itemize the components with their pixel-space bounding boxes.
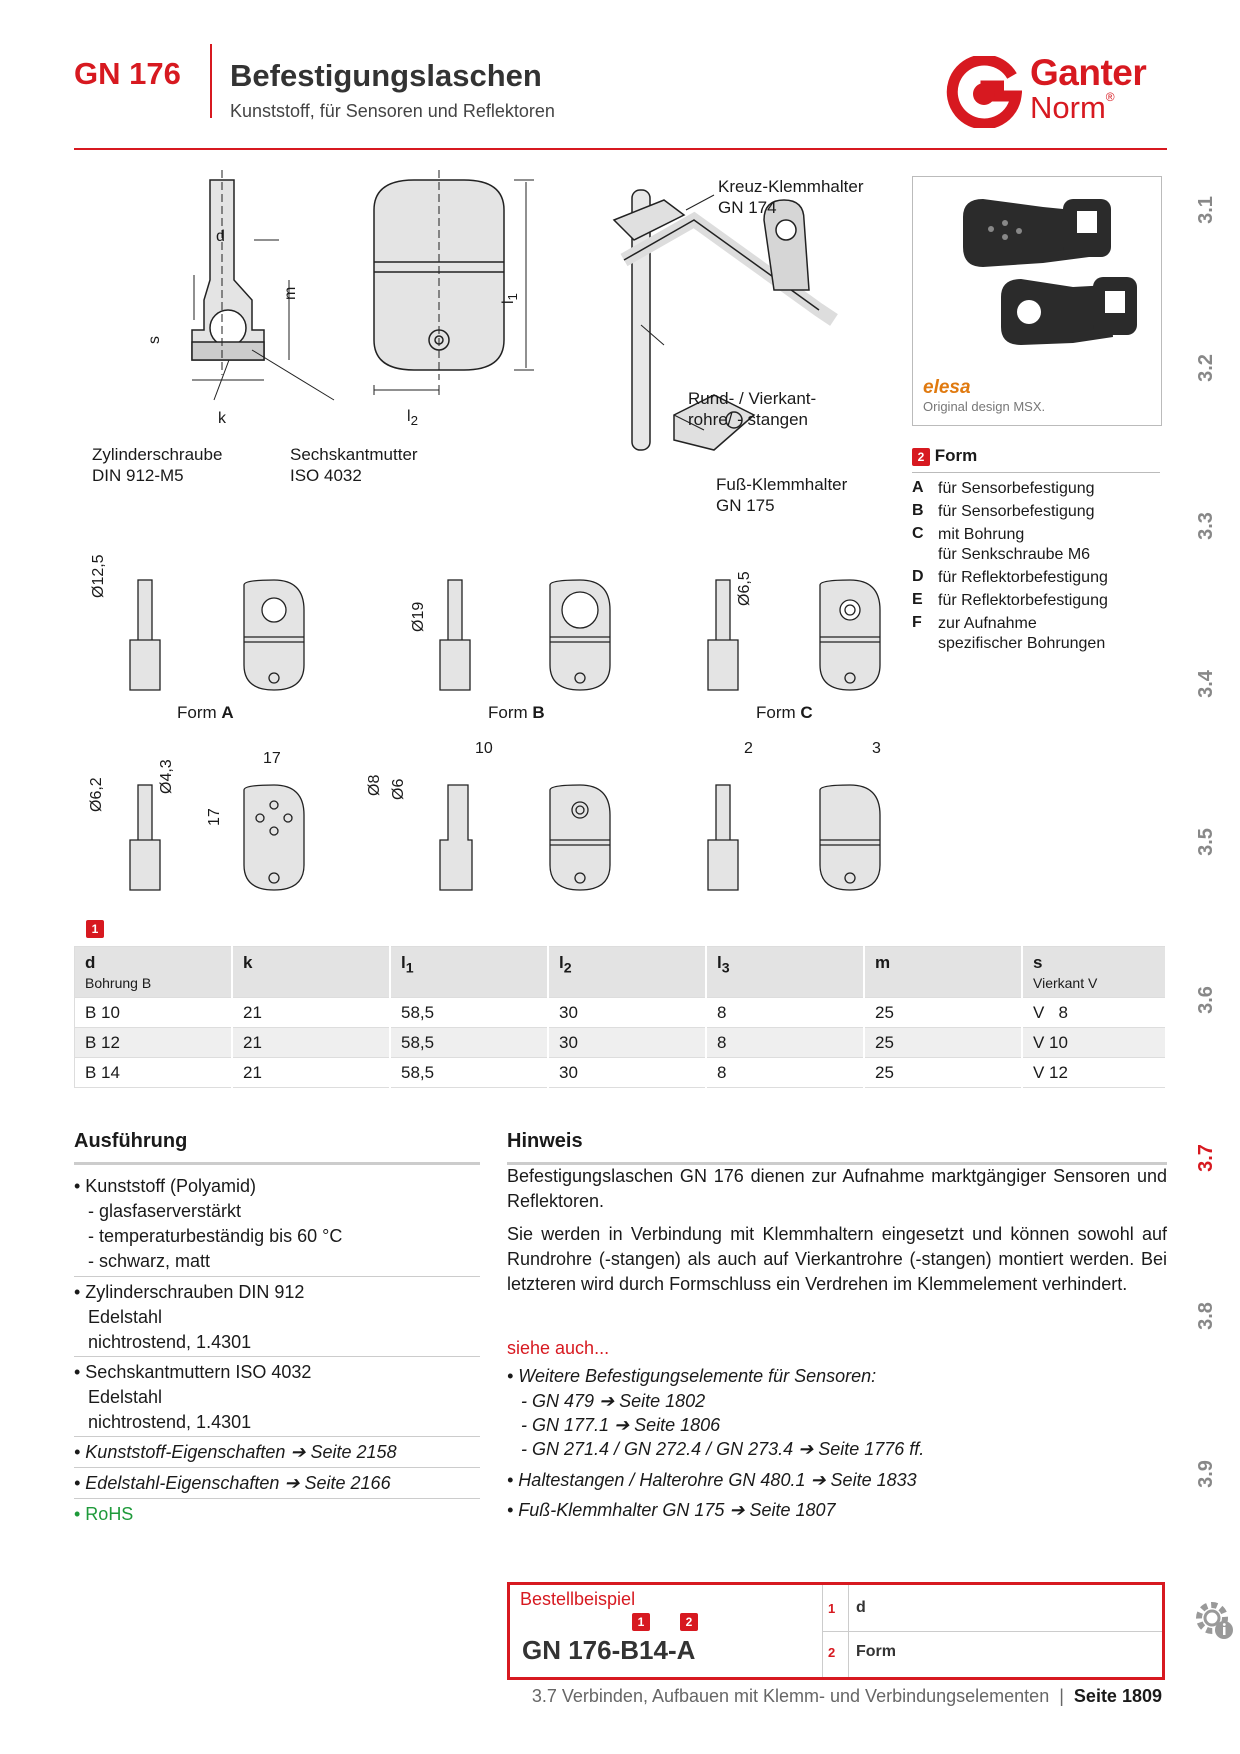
form-letter-e: E (912, 591, 923, 608)
cell: B 14 (75, 1058, 233, 1088)
page-subtitle: Kunststoff, für Sensoren und Reflektoren (230, 101, 555, 121)
link-gn-271-4[interactable]: - GN 271.4 / GN 272.4 / GN 273.4 ➔ Seite 1776 ff. (521, 1439, 925, 1459)
form-letter-f: F (912, 614, 922, 631)
cell: 8 (706, 998, 864, 1028)
hinweis-heading: Hinweis (507, 1130, 583, 1152)
cell: B 12 (75, 1028, 233, 1058)
col-l2: $l_2$ (548, 947, 706, 998)
cell: 58,5 (390, 1028, 548, 1058)
table-badge: 1 (86, 920, 104, 938)
gear-info-icon[interactable] (1192, 1598, 1236, 1642)
footer-sep: | (1059, 1686, 1064, 1706)
side-nav-3-7[interactable]: 3.7 (1195, 1144, 1217, 1172)
dim-form-f-2: 3 (872, 740, 881, 757)
ausf-nuts: • Sechskantmuttern ISO 4032 Edelstahl nichtrostend, 1.4301 (74, 1362, 312, 1432)
table-row (75, 1058, 1167, 1088)
form-letter-a: A (912, 479, 924, 496)
order-label: Bestellbeispiel (520, 1589, 636, 1609)
order-row-1-num: 1 (828, 1601, 836, 1616)
assembly-label-kreuz: Kreuz-Klemmhalter GN 174 (718, 177, 864, 217)
see-also-heading: siehe auch... (507, 1338, 610, 1358)
form-a-caption: Form A (177, 703, 234, 722)
footer-page: Seite 1809 (1073, 1686, 1162, 1706)
ausf-divider (74, 1436, 480, 1437)
photo-caption: Original design MSX. (923, 399, 1046, 414)
order-marker-2: 2 (680, 1613, 698, 1631)
dim-form-e-2: Ø6 (390, 778, 407, 800)
cell: 25 (864, 1058, 1022, 1088)
table-row (75, 998, 1167, 1028)
footer-section: 3.7 Verbinden, Aufbauen mit Klemm- und Verbindungselementen (531, 1686, 1050, 1706)
cell: B 10 (75, 998, 233, 1028)
cell: V 8 (1022, 998, 1166, 1028)
dim-l2-label: $l_2$ (407, 408, 418, 429)
dim-form-e-3: 10 (475, 740, 493, 757)
cell: 25 (864, 1028, 1022, 1058)
ausf-divider (74, 1498, 480, 1499)
ausf-material: • Kunststoff (Polyamid) - glasfaserverstärkt - temperaturbeständig bis 60 °C - schwarz, matt (74, 1176, 343, 1271)
cell: 8 (706, 1058, 864, 1088)
col-k: k (232, 947, 390, 998)
col-d: d Bohrung B (75, 947, 233, 998)
col-l1: $l_1$ (390, 947, 548, 998)
side-nav-3-6[interactable]: 3.6 (1195, 986, 1217, 1014)
ausf-divider (74, 1276, 480, 1277)
assembly-label-rohre: Rund- / Vierkant- rohre/ - stangen (688, 389, 817, 429)
dim-form-c: Ø6,5 (736, 571, 753, 606)
cell: V 10 (1022, 1028, 1166, 1058)
dimension-table (74, 946, 1167, 1088)
page-title: Befestigungslaschen (230, 58, 542, 93)
form-text-e: für Reflektorbefestigung (938, 592, 1108, 609)
ganter-g-icon (946, 56, 1022, 128)
link-kunststoff[interactable]: • Kunststoff-Eigenschaften ➔ Seite 2158 (74, 1442, 397, 1462)
cell: 21 (232, 1028, 390, 1058)
side-nav-3-9[interactable]: 3.9 (1195, 1460, 1217, 1488)
table-row (75, 1028, 1167, 1058)
page-footer (532, 1686, 1162, 1707)
side-nav-3-1[interactable]: 3.1 (1195, 196, 1217, 224)
header-divider (210, 44, 212, 118)
ausf-divider (74, 1356, 480, 1357)
assembly-label-fuss: Fuß-Klemmhalter GN 175 (716, 475, 848, 515)
dim-k-label: k (218, 410, 226, 427)
form-text-b: für Sensorbefestigung (938, 503, 1095, 520)
ausfuehrung-heading: Ausführung (74, 1130, 188, 1152)
form-c-caption: Form C (756, 703, 813, 722)
link-gn-177-1[interactable]: - GN 177.1 ➔ Seite 1806 (521, 1415, 721, 1435)
side-nav-3-3[interactable]: 3.3 (1195, 512, 1217, 540)
link-gn-175[interactable]: • Fuß-Klemmhalter GN 175 ➔ Seite 1807 (507, 1500, 836, 1520)
cell: V 12 (1022, 1058, 1166, 1088)
side-nav-3-2[interactable]: 3.2 (1195, 354, 1217, 382)
link-edelstahl[interactable]: • Edelstahl-Eigenschaften ➔ Seite 2166 (74, 1473, 391, 1493)
order-row-2-num: 2 (828, 1645, 836, 1660)
order-code: GN 176-B14-A (522, 1635, 696, 1665)
product-photo (912, 176, 1162, 426)
cell: 21 (232, 998, 390, 1028)
dim-form-d-3: 17 (263, 750, 281, 767)
cell: 8 (706, 1028, 864, 1058)
ausf-screws: • Zylinderschrauben DIN 912 Edelstahl nichtrostend, 1.4301 (74, 1282, 305, 1352)
form-letter-c: C (912, 525, 924, 542)
col-l3: $l_3$ (706, 947, 864, 998)
dim-form-e-1: Ø8 (366, 774, 383, 796)
form-text-a: für Sensorbefestigung (938, 480, 1095, 497)
screw-label: Zylinderschraube DIN 912-M5 (92, 445, 223, 485)
order-row-divider (822, 1631, 1162, 1632)
nut-label: Sechskantmutter ISO 4032 (290, 445, 418, 485)
form-letter-d: D (912, 568, 924, 585)
ausf-divider (74, 1467, 480, 1468)
cell: 58,5 (390, 998, 548, 1028)
cell: 30 (548, 1028, 706, 1058)
dim-form-b: Ø19 (410, 601, 427, 632)
cell: 21 (232, 1058, 390, 1088)
logo-text-ganter: Ganter (1030, 52, 1147, 93)
dim-d-label: d (216, 228, 225, 245)
col-m: m (864, 947, 1022, 998)
logo-text-norm: Norm® (1030, 90, 1115, 125)
dim-form-d-1: Ø6,2 (88, 777, 105, 812)
form-text-d: für Reflektorbefestigung (938, 569, 1108, 586)
cell: 25 (864, 998, 1022, 1028)
form-text-c: mit Bohrung für Senkschraube M6 (938, 526, 1091, 563)
ganter-norm-logo (946, 52, 1172, 128)
form-b-caption: Form B (488, 703, 545, 722)
dim-form-f-1: 2 (744, 740, 753, 757)
form-list-heading: 2 Form (912, 446, 977, 466)
product-code: GN 176 (74, 56, 181, 91)
dim-l1-label: $l_1$ (500, 293, 521, 304)
cell: 58,5 (390, 1058, 548, 1088)
hinweis-text: Befestigungslaschen GN 176 dienen zur Aufnahme marktgängiger Sensoren und Reflektoren. Sie werden in Verbindung mit Klemmhaltern eingesetzt und können sowohl auf Rundrohre (-stangen) als auch auf Vierkantrohre (-stangen) montiert werden. Bei letzteren wird durch Formschluss ein Verdrehen im Klemmelement verhindert. (507, 1166, 1167, 1294)
dim-form-a: Ø12,5 (90, 554, 107, 598)
dim-form-d-4: 17 (206, 808, 223, 826)
dim-form-d-2: Ø4,3 (158, 759, 175, 794)
order-example-box (507, 1582, 1165, 1680)
order-row-2-label: Form (856, 1643, 896, 1660)
link-gn-479[interactable]: - GN 479 ➔ Seite 1802 (521, 1391, 706, 1411)
side-nav-3-8[interactable]: 3.8 (1195, 1302, 1217, 1330)
order-marker-1: 1 (632, 1613, 650, 1631)
dim-s-label: s (146, 336, 163, 344)
form-list-rule (912, 472, 1160, 473)
col-s: s Vierkant V (1022, 947, 1166, 998)
see-also-sensoren: • Weitere Befestigungselemente für Sensoren: (507, 1366, 877, 1386)
dim-m-label: m (282, 286, 299, 300)
cell: 30 (548, 1058, 706, 1088)
side-nav-3-5[interactable]: 3.5 (1195, 828, 1217, 856)
ausfuehrung-rule (74, 1162, 480, 1165)
form-text-f: zur Aufnahme spezifischer Bohrungen (938, 615, 1106, 652)
link-gn-480-1[interactable]: • Haltestangen / Halterohre GN 480.1 ➔ Seite 1833 (507, 1470, 917, 1490)
elesa-logo: elesa (923, 377, 971, 398)
table-header-row (75, 947, 1167, 998)
order-row-1-label: d (856, 1599, 866, 1616)
side-nav-3-4[interactable]: 3.4 (1195, 670, 1217, 698)
form-drawings (74, 540, 904, 910)
form-letter-b: B (912, 502, 924, 519)
product-image (913, 177, 1159, 367)
cell: 30 (548, 998, 706, 1028)
header-rule (74, 148, 1167, 150)
rohs-label: • RoHS (74, 1504, 134, 1524)
